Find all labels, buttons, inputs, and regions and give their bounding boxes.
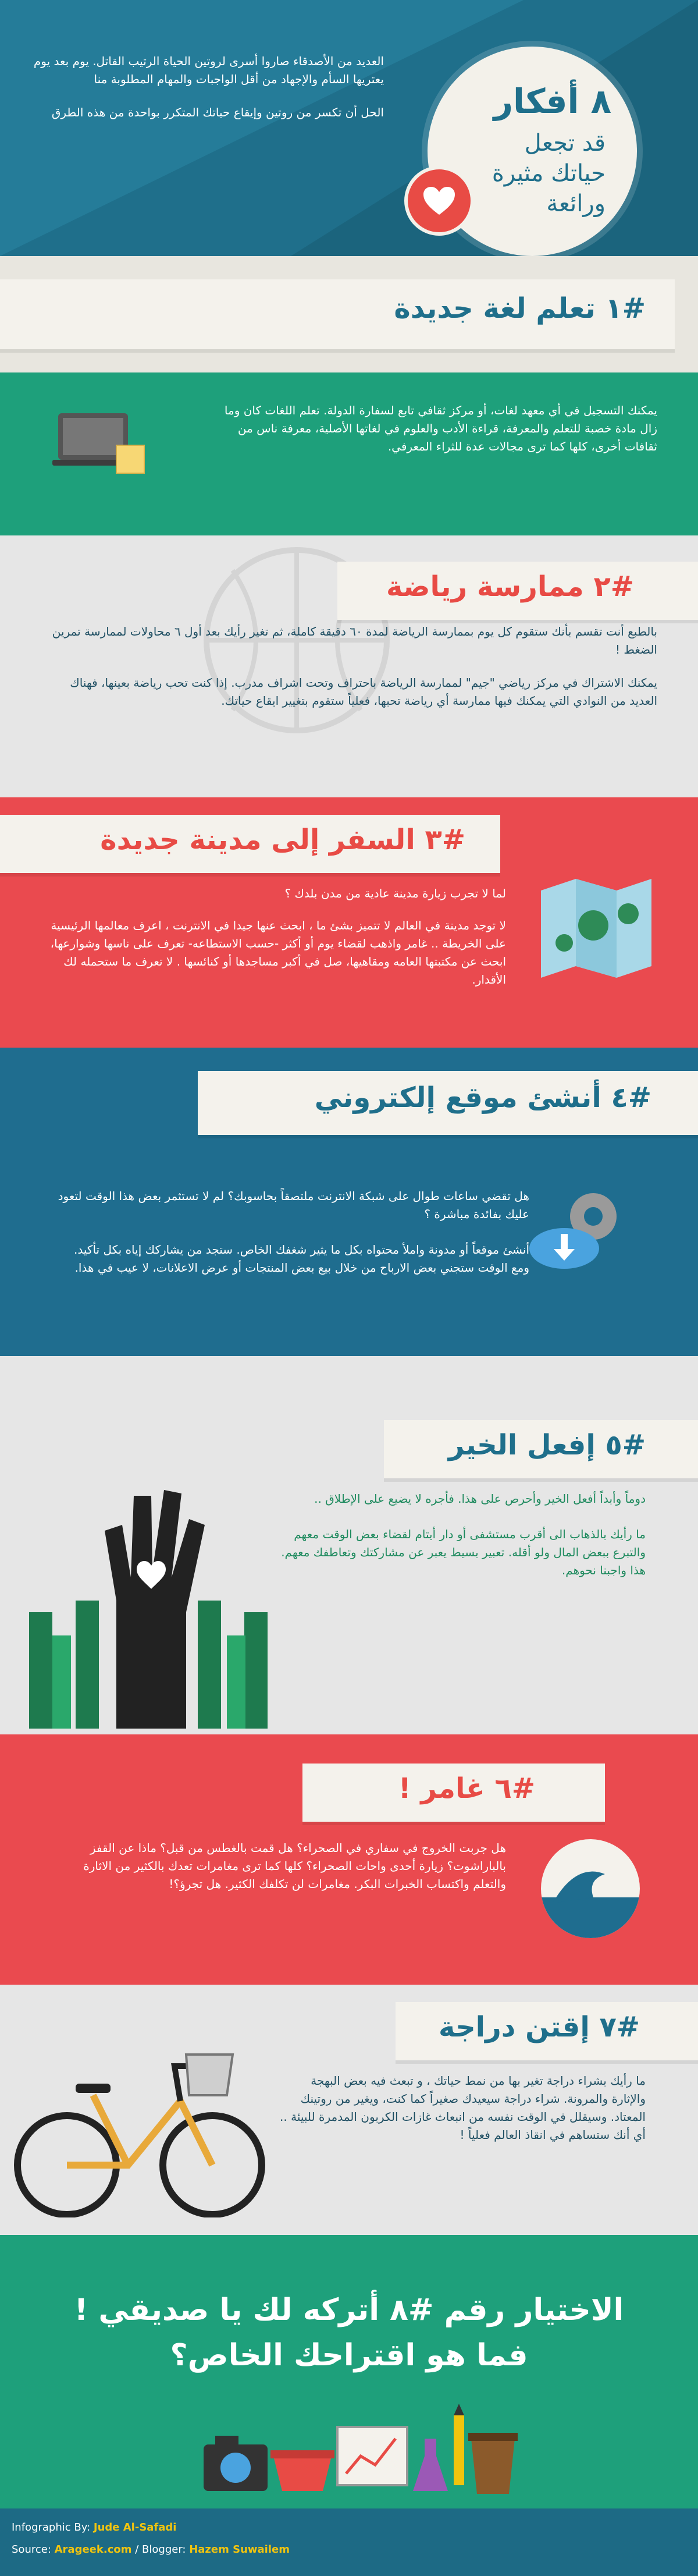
section-adventure	[0, 1734, 698, 1985]
section-text	[204, 402, 657, 456]
basket-icon	[270, 2450, 334, 2491]
camera-icon	[204, 2436, 268, 2491]
intro-paragraph-1: العديد من الأصدقاء صاروا أسرى لروتين الحياة الرتيب القاتل. يوم بعد يوم يعتريها السأم والإجهاد من أقل الواجبات والمهام المطلوبة منا	[33, 54, 384, 86]
credit-label: Infographic By:	[12, 2521, 91, 2534]
section-paragraph: هل جربت الخروج في سفاري في الصحراء؟ هل قمت بالغطس من قبل؟ ماذا عن القفز بالباراشوت؟ زيارة أحدى واحات الصحراء؟ كلها كما ترى مغامرات تعدك بالكثير من الاثارة والتعلم واكتساب الخبرات البكر. مغامرات لن تكلفك الكثير. هل تجرؤ؟!	[83, 1841, 506, 1891]
subtitle-line: قد تجعل	[524, 130, 606, 157]
map-icon	[541, 879, 657, 984]
subtitle-line: ورائعة	[546, 190, 606, 217]
flask-icon	[413, 2439, 448, 2491]
wave-icon	[541, 1839, 640, 1938]
section-paragraph: لا توجد مدينة في العالم لا تتميز بشئ ما ، ابحث عنها جيدا في الانترنت ، اعرف معالمها الرئيسية على الخريطة .. غامر واذهب لقضاء يوم أو أكثر -حسب الاستطاعه- تعرف على ناسها وشوارعها، ابحث عن مكتبتها العامه ومقاهيها، صل في أكبر مساجدها أو كنائسها . لا تعرف ما ستحمله لك الأقدار.	[50, 918, 506, 987]
section-heading: #٥ إفعل الخير	[448, 1429, 646, 1461]
section-text	[41, 885, 506, 989]
section-text	[41, 623, 657, 710]
section-website	[0, 1048, 698, 1356]
section-paragraph: ما رأيك بالذهاب الى أقرب مستشفى أو دار أيتام لقضاء بعض الوقت معهم والتبرع ببعض المال ولو أقله. تعبير بسيط يعبر عن مشاركتك وتعاطفك معهم. هذا واجبنا نحوهم.	[281, 1527, 646, 1577]
section-paragraph: دوماً وأبداً أفعل الخير وأحرص على هذا. فأجره لا يضيع على الإطلاق ..	[314, 1492, 646, 1506]
separator: /	[135, 2543, 139, 2556]
section-text	[273, 1490, 646, 1580]
subtitle-line: حياتك مثيرة	[492, 160, 606, 187]
blogger-label: Blogger:	[142, 2543, 186, 2556]
section-paragraph: بالطبع أنت تقسم بأنك ستقوم كل يوم بممارسة الرياضة لمدة ٦٠ دقيقة كاملة، ثم تغير رأيك بعد أول ٦ محاولات لممارسة تمرين الضغط !	[52, 625, 657, 657]
bicycle-icon	[12, 2043, 268, 2217]
source-label: Source:	[12, 2543, 51, 2556]
section-heading: #٤ أنشئ موقع إلكتروني	[314, 1081, 651, 1114]
section-paragraph: هل تقضي ساعات طوال على شبكة الانترنت ملتصقاً بحاسوبك؟ لم لا تستثمر بعض هذا الوقت لتعود عليك بفائدة مباشرة ؟	[58, 1189, 529, 1221]
section-paragraph: يمكنك الاشتراك في مركز رياضي "جيم" لممارسة الرياضة باحتراف وتحت اشراف مدرب. إذا كنت تحب رياضة بعينها، فهناك العديد من النوادي التي يمكنك فيها ممارسة أي رياضة تحبها، فعلياً ستقوم بتغيير ايقاع حياتك.	[70, 676, 657, 708]
chart-board-icon	[337, 2427, 407, 2485]
credit-line	[12, 2521, 176, 2534]
section-paragraph: ما رأيك بشراء دراجة تغير بها من نمط حياتك ، و تبعث فيه بعض البهجة والإثارة والمرونة. شراء دراجة سيعيدك صغيراً كما كنت، ويغير من روتينك المعتاد. وسيقلل في الوقت نفسه من انبعاث غازات الكربون المدمرة للبيئة .. أي أنك ستساهم في انقاذ العالم فعلياً !	[280, 2074, 646, 2142]
section-bicycle	[0, 1985, 698, 2235]
page-title: ٨ أفكار	[493, 81, 611, 121]
section-heading: #١ تعلم لغة جديدة	[394, 292, 646, 325]
section-paragraph: يمكنك التسجيل في أي معهد لغات، أو مركز ثقافي تابع لسفارة الدولة. تعلم اللغات كان وما زال مادة خصبة للتعلم والمعرفة، قراءة الأدب والعلوم في لغاتها الأصلية، معرفة ناس من ثقافات أخرى، كلها كما ترى مجالات عدة للثراء المعرفي.	[224, 403, 657, 453]
laptop-icon	[52, 410, 151, 480]
section-text	[52, 1839, 506, 1893]
closing-line: فما هو اقتراحك الخاص؟	[170, 2338, 528, 2373]
closing-line: الاختيار رقم #٨ أتركه لك يا صديقي !	[74, 2293, 624, 2327]
closing-text	[0, 2287, 698, 2378]
header-section	[0, 0, 698, 256]
section-sport	[0, 535, 698, 797]
section-paragraph: أنشئ موقعاً أو مدونة واملأ محتواه بكل ما يثير شغفك الخاص. ستجد من يشاركك إياه بكل تأكيد. ومع الوقت ستجني بعض الارباح من خلال بيع بعض المنتجات أو عرض الاعلانات، لا عيب في هذا.	[74, 1243, 529, 1275]
section-text	[273, 2072, 646, 2144]
section-paragraph: لما لا تجرب زيارة مدينة عادية من مدن بلدك ؟	[284, 886, 506, 900]
cloud-gear-icon	[524, 1181, 640, 1275]
pencil-icon	[454, 2404, 464, 2485]
section-do-good	[0, 1356, 698, 1734]
section-heading: #٦ غامر !	[398, 1772, 535, 1805]
footer	[0, 2508, 698, 2576]
section-your-choice	[0, 2235, 698, 2508]
intro-text	[23, 52, 384, 137]
intro-paragraph-2: الحل أن تكسر من روتين وإيقاع حياتك المتكرر بواحدة من هذه الطرق	[51, 105, 384, 119]
section-heading: #٢ ممارسة رياضة	[386, 570, 634, 603]
coffee-cup-icon	[468, 2433, 518, 2494]
heart-icon	[404, 166, 474, 236]
credit-author[interactable]: Jude Al-Safadi	[93, 2521, 177, 2534]
page-subtitle	[492, 128, 606, 219]
source-link[interactable]: Arageek.com	[54, 2543, 132, 2556]
section-text	[52, 1187, 529, 1277]
icon-row	[198, 2404, 524, 2497]
blogger-name[interactable]: Hazem Suwailem	[189, 2543, 290, 2556]
section-travel	[0, 797, 698, 1048]
source-line	[12, 2543, 290, 2556]
section-heading: #٧ إقتن دراجة	[438, 2011, 640, 2043]
section-learn-language	[0, 256, 698, 535]
raised-hands-icon	[12, 1461, 285, 1729]
section-heading: #٣ السفر إلى مدينة جديدة	[100, 824, 465, 856]
